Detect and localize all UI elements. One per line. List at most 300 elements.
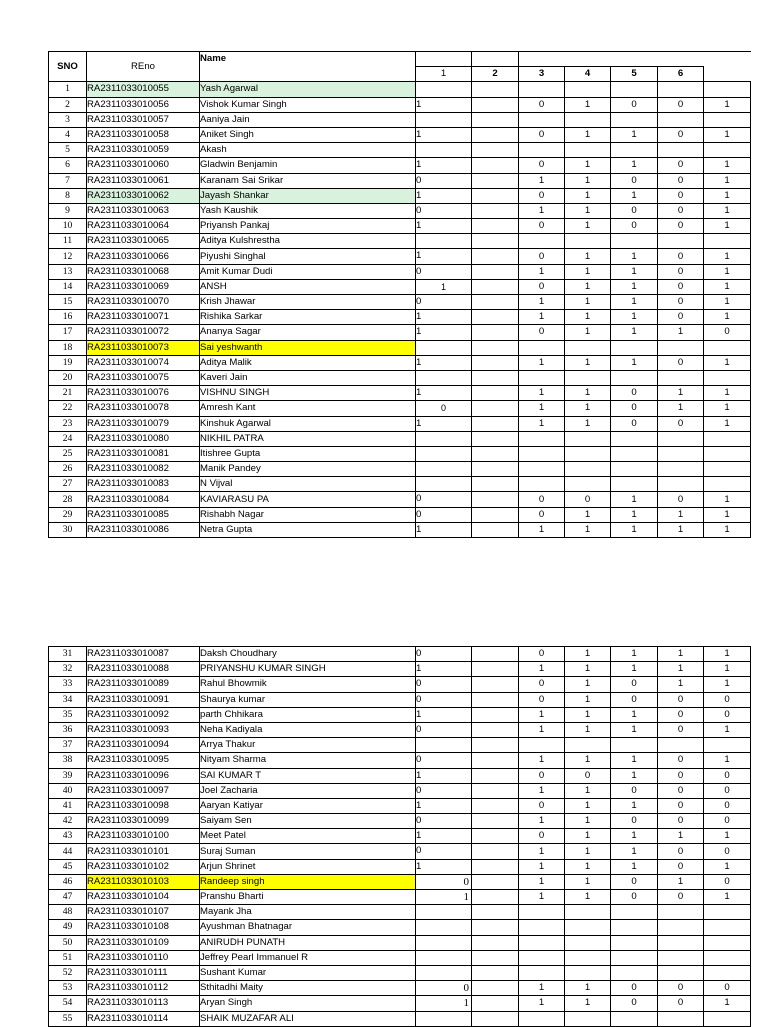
gap-cell[interactable] (472, 188, 519, 203)
score-col-5-cell[interactable]: 0 (658, 249, 704, 264)
score-col-5-cell[interactable]: 0 (658, 264, 704, 279)
sno-cell[interactable]: 1 (49, 82, 87, 97)
gap-cell[interactable] (472, 722, 519, 737)
score-col-4-cell[interactable]: 1 (611, 798, 658, 813)
score-col-1-cell[interactable]: 0 (416, 981, 472, 996)
score-col-5-cell[interactable] (658, 462, 704, 477)
score-col-2-cell[interactable]: 0 (519, 325, 565, 340)
score-col-1-cell[interactable]: 1 (416, 127, 472, 142)
score-col-2-cell[interactable]: 1 (519, 264, 565, 279)
sno-cell[interactable]: 42 (49, 814, 87, 829)
score-col-1-cell[interactable] (416, 950, 472, 965)
score-col-1-cell[interactable]: 0 (416, 722, 472, 737)
gap-cell[interactable] (472, 416, 519, 431)
gap-cell[interactable] (472, 97, 519, 112)
gap-cell[interactable] (472, 431, 519, 446)
score-col-4-cell[interactable]: 1 (611, 722, 658, 737)
reg-number-cell[interactable]: RA2311033010084 (87, 492, 200, 507)
student-name-cell[interactable]: Kinshuk Agarwal (200, 416, 416, 431)
header-col-6[interactable]: 6 (658, 67, 704, 82)
score-col-4-cell[interactable]: 0 (611, 692, 658, 707)
score-col-3-cell[interactable] (565, 920, 611, 935)
score-col-4-cell[interactable] (611, 431, 658, 446)
reg-number-cell[interactable]: RA2311033010088 (87, 662, 200, 677)
header-score-span[interactable] (519, 52, 751, 67)
sno-cell[interactable]: 43 (49, 829, 87, 844)
sno-cell[interactable]: 46 (49, 874, 87, 889)
sno-cell[interactable]: 9 (49, 203, 87, 218)
score-col-4-cell[interactable] (611, 340, 658, 355)
gap-cell[interactable] (472, 844, 519, 859)
reg-number-cell[interactable]: RA2311033010083 (87, 477, 200, 492)
student-name-cell[interactable]: N Vijval (200, 477, 416, 492)
score-col-2-cell[interactable]: 0 (519, 829, 565, 844)
score-col-1-cell[interactable]: 0 (416, 753, 472, 768)
gap-cell[interactable] (472, 158, 519, 173)
reg-number-cell[interactable]: RA2311033010109 (87, 935, 200, 950)
score-col-2-cell[interactable]: 1 (519, 295, 565, 310)
gap-cell[interactable] (472, 325, 519, 340)
score-col-2-cell[interactable] (519, 920, 565, 935)
header-col-2[interactable]: 2 (472, 67, 519, 82)
score-col-2-cell[interactable]: 0 (519, 219, 565, 234)
sno-cell[interactable]: 37 (49, 738, 87, 753)
reg-number-cell[interactable]: RA2311033010086 (87, 522, 200, 537)
score-col-3-cell[interactable]: 1 (565, 264, 611, 279)
score-col-3-cell[interactable]: 1 (565, 890, 611, 905)
score-col-2-cell[interactable] (519, 446, 565, 461)
score-col-4-cell[interactable]: 0 (611, 219, 658, 234)
student-name-cell[interactable]: Yash Agarwal (200, 82, 416, 97)
header-sno[interactable]: SNO (49, 52, 87, 82)
reg-number-cell[interactable]: RA2311033010070 (87, 295, 200, 310)
score-col-6-cell[interactable]: 1 (704, 127, 751, 142)
gap-cell[interactable] (472, 981, 519, 996)
score-col-4-cell[interactable]: 0 (611, 890, 658, 905)
score-col-4-cell[interactable] (611, 477, 658, 492)
score-col-5-cell[interactable]: 0 (658, 692, 704, 707)
reg-number-cell[interactable]: RA2311033010089 (87, 677, 200, 692)
score-col-1-cell[interactable]: 1 (416, 325, 472, 340)
reg-number-cell[interactable]: RA2311033010080 (87, 431, 200, 446)
reg-number-cell[interactable]: RA2311033010061 (87, 173, 200, 188)
sno-cell[interactable]: 19 (49, 355, 87, 370)
gap-cell[interactable] (472, 127, 519, 142)
score-col-2-cell[interactable]: 1 (519, 783, 565, 798)
score-col-2-cell[interactable]: 0 (519, 492, 565, 507)
reg-number-cell[interactable]: RA2311033010093 (87, 722, 200, 737)
reg-number-cell[interactable]: RA2311033010091 (87, 692, 200, 707)
score-col-3-cell[interactable]: 1 (565, 874, 611, 889)
score-col-6-cell[interactable] (704, 477, 751, 492)
sno-cell[interactable]: 12 (49, 249, 87, 264)
student-name-cell[interactable]: Aaniya Jain (200, 112, 416, 127)
gap-cell[interactable] (472, 310, 519, 325)
score-col-2-cell[interactable]: 1 (519, 401, 565, 416)
gap-cell[interactable] (472, 112, 519, 127)
student-name-cell[interactable]: Sushant Kumar (200, 965, 416, 980)
score-col-3-cell[interactable]: 1 (565, 981, 611, 996)
score-col-6-cell[interactable] (704, 234, 751, 249)
score-col-2-cell[interactable]: 0 (519, 158, 565, 173)
gap-cell[interactable] (472, 370, 519, 385)
student-name-cell[interactable]: Nityam Sharma (200, 753, 416, 768)
sno-cell[interactable]: 2 (49, 97, 87, 112)
gap-cell[interactable] (472, 950, 519, 965)
gap-cell[interactable] (472, 234, 519, 249)
score-col-1-cell[interactable]: 1 (416, 249, 472, 264)
score-col-1-cell[interactable]: 1 (416, 662, 472, 677)
sno-cell[interactable]: 33 (49, 677, 87, 692)
gap-cell[interactable] (472, 355, 519, 370)
score-col-6-cell[interactable]: 1 (704, 158, 751, 173)
gap-cell[interactable] (472, 82, 519, 97)
score-col-5-cell[interactable] (658, 143, 704, 158)
score-col-1-cell[interactable]: 1 (416, 219, 472, 234)
score-col-4-cell[interactable]: 1 (611, 492, 658, 507)
score-col-5-cell[interactable]: 1 (658, 647, 704, 662)
sno-cell[interactable]: 18 (49, 340, 87, 355)
score-col-2-cell[interactable]: 1 (519, 386, 565, 401)
score-col-4-cell[interactable]: 1 (611, 325, 658, 340)
score-col-6-cell[interactable]: 0 (704, 798, 751, 813)
student-name-cell[interactable]: Meet Patel (200, 829, 416, 844)
score-col-2-cell[interactable]: 1 (519, 173, 565, 188)
header-blank-cell[interactable] (416, 52, 472, 67)
score-col-6-cell[interactable]: 1 (704, 310, 751, 325)
score-col-6-cell[interactable]: 1 (704, 416, 751, 431)
score-col-4-cell[interactable]: 0 (611, 97, 658, 112)
reg-number-cell[interactable]: RA2311033010092 (87, 707, 200, 722)
gap-cell[interactable] (472, 965, 519, 980)
score-col-2-cell[interactable]: 1 (519, 355, 565, 370)
score-col-1-cell[interactable]: 0 (416, 295, 472, 310)
score-col-5-cell[interactable]: 0 (658, 844, 704, 859)
sno-cell[interactable]: 29 (49, 507, 87, 522)
score-col-6-cell[interactable]: 1 (704, 386, 751, 401)
score-col-6-cell[interactable] (704, 935, 751, 950)
score-col-4-cell[interactable]: 0 (611, 677, 658, 692)
student-name-cell[interactable]: Mayank Jha (200, 905, 416, 920)
reg-number-cell[interactable]: RA2311033010104 (87, 890, 200, 905)
score-col-5-cell[interactable]: 0 (658, 203, 704, 218)
score-col-1-cell[interactable]: 1 (416, 522, 472, 537)
student-name-cell[interactable]: Vishok Kumar Singh (200, 97, 416, 112)
score-col-2-cell[interactable] (519, 143, 565, 158)
score-col-1-cell[interactable]: 1 (416, 890, 472, 905)
score-col-6-cell[interactable] (704, 446, 751, 461)
score-col-6-cell[interactable]: 0 (704, 325, 751, 340)
score-col-2-cell[interactable]: 1 (519, 859, 565, 874)
score-col-5-cell[interactable]: 0 (658, 158, 704, 173)
score-col-6-cell[interactable]: 1 (704, 829, 751, 844)
score-col-1-cell[interactable]: 1 (416, 416, 472, 431)
score-col-6-cell[interactable]: 1 (704, 647, 751, 662)
header-col-1[interactable]: 1 (416, 67, 472, 82)
reg-number-cell[interactable]: RA2311033010071 (87, 310, 200, 325)
score-col-2-cell[interactable] (519, 935, 565, 950)
score-col-5-cell[interactable] (658, 920, 704, 935)
score-col-4-cell[interactable] (611, 143, 658, 158)
reg-number-cell[interactable]: RA2311033010065 (87, 234, 200, 249)
score-col-5-cell[interactable]: 0 (658, 783, 704, 798)
score-col-4-cell[interactable]: 0 (611, 814, 658, 829)
student-name-cell[interactable]: Amit Kumar Dudi (200, 264, 416, 279)
score-col-1-cell[interactable]: 1 (416, 996, 472, 1011)
score-col-1-cell[interactable] (416, 905, 472, 920)
sno-cell[interactable]: 17 (49, 325, 87, 340)
score-col-1-cell[interactable]: 0 (416, 874, 472, 889)
header-name[interactable]: Name (200, 52, 416, 67)
gap-cell[interactable] (472, 738, 519, 753)
score-col-2-cell[interactable]: 1 (519, 890, 565, 905)
score-col-3-cell[interactable] (565, 370, 611, 385)
score-col-2-cell[interactable]: 1 (519, 722, 565, 737)
reg-number-cell[interactable]: RA2311033010072 (87, 325, 200, 340)
score-col-6-cell[interactable]: 1 (704, 859, 751, 874)
score-col-6-cell[interactable]: 0 (704, 707, 751, 722)
score-col-5-cell[interactable] (658, 82, 704, 97)
score-col-3-cell[interactable] (565, 82, 611, 97)
score-col-6-cell[interactable]: 1 (704, 753, 751, 768)
sno-cell[interactable]: 22 (49, 401, 87, 416)
reg-number-cell[interactable]: RA2311033010055 (87, 82, 200, 97)
score-col-1-cell[interactable]: 0 (416, 677, 472, 692)
score-col-1-cell[interactable]: 0 (416, 492, 472, 507)
sno-cell[interactable]: 32 (49, 662, 87, 677)
score-col-3-cell[interactable] (565, 446, 611, 461)
reg-number-cell[interactable]: RA2311033010103 (87, 874, 200, 889)
reg-number-cell[interactable]: RA2311033010110 (87, 950, 200, 965)
score-col-4-cell[interactable]: 1 (611, 127, 658, 142)
score-col-6-cell[interactable] (704, 738, 751, 753)
score-col-3-cell[interactable]: 1 (565, 507, 611, 522)
score-col-3-cell[interactable]: 1 (565, 692, 611, 707)
student-name-cell[interactable]: Saiyam Sen (200, 814, 416, 829)
gap-cell[interactable] (472, 905, 519, 920)
gap-cell[interactable] (472, 920, 519, 935)
sno-cell[interactable]: 39 (49, 768, 87, 783)
header-col-3[interactable]: 3 (519, 67, 565, 82)
score-col-3-cell[interactable]: 1 (565, 722, 611, 737)
score-col-1-cell[interactable]: 1 (416, 279, 472, 294)
score-col-3-cell[interactable]: 1 (565, 158, 611, 173)
reg-number-cell[interactable]: RA2311033010056 (87, 97, 200, 112)
score-col-1-cell[interactable] (416, 935, 472, 950)
sno-cell[interactable]: 28 (49, 492, 87, 507)
reg-number-cell[interactable]: RA2311033010057 (87, 112, 200, 127)
student-name-cell[interactable]: Aaryan Katiyar (200, 798, 416, 813)
score-col-6-cell[interactable]: 1 (704, 522, 751, 537)
sno-cell[interactable]: 38 (49, 753, 87, 768)
gap-cell[interactable] (472, 890, 519, 905)
student-name-cell[interactable]: Kaveri Jain (200, 370, 416, 385)
score-col-4-cell[interactable]: 0 (611, 874, 658, 889)
score-col-5-cell[interactable]: 0 (658, 492, 704, 507)
student-name-cell[interactable]: Arjun Shrinet (200, 859, 416, 874)
score-col-4-cell[interactable] (611, 738, 658, 753)
gap-cell[interactable] (472, 707, 519, 722)
score-col-6-cell[interactable]: 1 (704, 492, 751, 507)
score-col-3-cell[interactable]: 0 (565, 492, 611, 507)
header-gap-cell[interactable] (472, 52, 519, 67)
sno-cell[interactable]: 7 (49, 173, 87, 188)
score-col-2-cell[interactable] (519, 370, 565, 385)
student-name-cell[interactable]: Jeffrey Pearl Immanuel R (200, 950, 416, 965)
score-col-2-cell[interactable]: 0 (519, 188, 565, 203)
gap-cell[interactable] (472, 462, 519, 477)
score-col-2-cell[interactable]: 0 (519, 127, 565, 142)
score-col-1-cell[interactable]: 1 (416, 310, 472, 325)
student-name-cell[interactable]: Piyushi Singhal (200, 249, 416, 264)
score-col-2-cell[interactable]: 0 (519, 279, 565, 294)
score-col-3-cell[interactable]: 1 (565, 996, 611, 1011)
score-col-6-cell[interactable] (704, 370, 751, 385)
score-col-2-cell[interactable]: 1 (519, 203, 565, 218)
score-col-3-cell[interactable]: 1 (565, 386, 611, 401)
score-col-3-cell[interactable]: 1 (565, 325, 611, 340)
score-col-5-cell[interactable] (658, 234, 704, 249)
score-col-5-cell[interactable]: 1 (658, 325, 704, 340)
score-col-6-cell[interactable]: 0 (704, 768, 751, 783)
reg-number-cell[interactable]: RA2311033010069 (87, 279, 200, 294)
score-col-5-cell[interactable] (658, 950, 704, 965)
score-col-6-cell[interactable]: 0 (704, 814, 751, 829)
score-col-4-cell[interactable]: 0 (611, 203, 658, 218)
score-col-6-cell[interactable]: 1 (704, 890, 751, 905)
score-col-4-cell[interactable] (611, 965, 658, 980)
score-col-4-cell[interactable]: 1 (611, 507, 658, 522)
gap-cell[interactable] (472, 829, 519, 844)
gap-cell[interactable] (472, 677, 519, 692)
student-name-cell[interactable]: KAVIARASU PA (200, 492, 416, 507)
score-col-3-cell[interactable]: 1 (565, 677, 611, 692)
gap-cell[interactable] (472, 768, 519, 783)
header-name-lower[interactable] (200, 67, 416, 82)
score-col-1-cell[interactable] (416, 112, 472, 127)
score-col-1-cell[interactable]: 1 (416, 707, 472, 722)
score-col-4-cell[interactable]: 1 (611, 844, 658, 859)
score-col-1-cell[interactable]: 1 (416, 188, 472, 203)
score-col-4-cell[interactable]: 1 (611, 707, 658, 722)
reg-number-cell[interactable]: RA2311033010074 (87, 355, 200, 370)
gap-cell[interactable] (472, 874, 519, 889)
sno-cell[interactable]: 10 (49, 219, 87, 234)
score-col-6-cell[interactable]: 1 (704, 219, 751, 234)
sno-cell[interactable]: 21 (49, 386, 87, 401)
score-col-3-cell[interactable]: 1 (565, 188, 611, 203)
student-name-cell[interactable]: Yash Kaushik (200, 203, 416, 218)
score-col-2-cell[interactable]: 1 (519, 844, 565, 859)
score-col-3-cell[interactable]: 1 (565, 355, 611, 370)
score-col-2-cell[interactable] (519, 905, 565, 920)
score-col-4-cell[interactable] (611, 370, 658, 385)
sno-cell[interactable]: 55 (49, 1011, 87, 1026)
gap-cell[interactable] (472, 935, 519, 950)
score-col-5-cell[interactable]: 0 (658, 127, 704, 142)
score-col-1-cell[interactable] (416, 477, 472, 492)
score-col-5-cell[interactable]: 0 (658, 416, 704, 431)
score-col-3-cell[interactable]: 1 (565, 173, 611, 188)
reg-number-cell[interactable]: RA2311033010068 (87, 264, 200, 279)
gap-cell[interactable] (472, 814, 519, 829)
sno-cell[interactable]: 11 (49, 234, 87, 249)
score-col-2-cell[interactable] (519, 82, 565, 97)
gap-cell[interactable] (472, 647, 519, 662)
score-col-6-cell[interactable] (704, 920, 751, 935)
gap-cell[interactable] (472, 507, 519, 522)
score-col-3-cell[interactable] (565, 935, 611, 950)
score-col-2-cell[interactable]: 1 (519, 814, 565, 829)
student-name-cell[interactable]: NIKHIL PATRA (200, 431, 416, 446)
score-col-3-cell[interactable]: 1 (565, 844, 611, 859)
student-name-cell[interactable]: Daksh Choudhary (200, 647, 416, 662)
score-col-6-cell[interactable]: 1 (704, 264, 751, 279)
score-col-4-cell[interactable]: 1 (611, 158, 658, 173)
sno-cell[interactable]: 24 (49, 431, 87, 446)
score-col-1-cell[interactable] (416, 738, 472, 753)
score-col-3-cell[interactable]: 1 (565, 203, 611, 218)
score-col-3-cell[interactable]: 1 (565, 295, 611, 310)
gap-cell[interactable] (472, 249, 519, 264)
reg-number-cell[interactable]: RA2311033010076 (87, 386, 200, 401)
score-col-3-cell[interactable]: 1 (565, 783, 611, 798)
sno-cell[interactable]: 45 (49, 859, 87, 874)
score-col-1-cell[interactable]: 0 (416, 507, 472, 522)
score-col-3-cell[interactable]: 1 (565, 522, 611, 537)
student-name-cell[interactable]: Netra Gupta (200, 522, 416, 537)
score-col-5-cell[interactable]: 0 (658, 722, 704, 737)
score-col-2-cell[interactable] (519, 112, 565, 127)
score-col-1-cell[interactable] (416, 446, 472, 461)
score-col-1-cell[interactable]: 0 (416, 814, 472, 829)
score-col-4-cell[interactable]: 0 (611, 981, 658, 996)
sno-cell[interactable]: 44 (49, 844, 87, 859)
score-col-4-cell[interactable]: 1 (611, 188, 658, 203)
score-col-5-cell[interactable] (658, 965, 704, 980)
score-col-5-cell[interactable]: 0 (658, 295, 704, 310)
gap-cell[interactable] (472, 662, 519, 677)
score-col-6-cell[interactable]: 1 (704, 401, 751, 416)
score-col-1-cell[interactable]: 0 (416, 203, 472, 218)
score-col-5-cell[interactable]: 0 (658, 859, 704, 874)
score-col-5-cell[interactable]: 0 (658, 355, 704, 370)
score-col-3-cell[interactable]: 1 (565, 310, 611, 325)
score-col-2-cell[interactable]: 1 (519, 416, 565, 431)
score-col-4-cell[interactable]: 1 (611, 859, 658, 874)
student-name-cell[interactable]: Aniket Singh (200, 127, 416, 142)
score-col-3-cell[interactable] (565, 477, 611, 492)
student-name-cell[interactable]: Amresh Kant (200, 401, 416, 416)
sno-cell[interactable]: 15 (49, 295, 87, 310)
score-col-5-cell[interactable]: 1 (658, 662, 704, 677)
score-col-3-cell[interactable]: 1 (565, 401, 611, 416)
student-name-cell[interactable]: Aryan Singh (200, 996, 416, 1011)
sno-cell[interactable]: 20 (49, 370, 87, 385)
gap-cell[interactable] (472, 386, 519, 401)
score-col-4-cell[interactable]: 1 (611, 753, 658, 768)
score-col-5-cell[interactable] (658, 738, 704, 753)
sno-cell[interactable]: 5 (49, 143, 87, 158)
score-col-4-cell[interactable] (611, 234, 658, 249)
student-name-cell[interactable]: Karanam Sai Srikar (200, 173, 416, 188)
sno-cell[interactable]: 41 (49, 798, 87, 813)
student-name-cell[interactable]: Rahul Bhowmik (200, 677, 416, 692)
score-col-1-cell[interactable]: 0 (416, 647, 472, 662)
score-col-6-cell[interactable] (704, 905, 751, 920)
score-col-3-cell[interactable] (565, 431, 611, 446)
score-col-2-cell[interactable] (519, 477, 565, 492)
